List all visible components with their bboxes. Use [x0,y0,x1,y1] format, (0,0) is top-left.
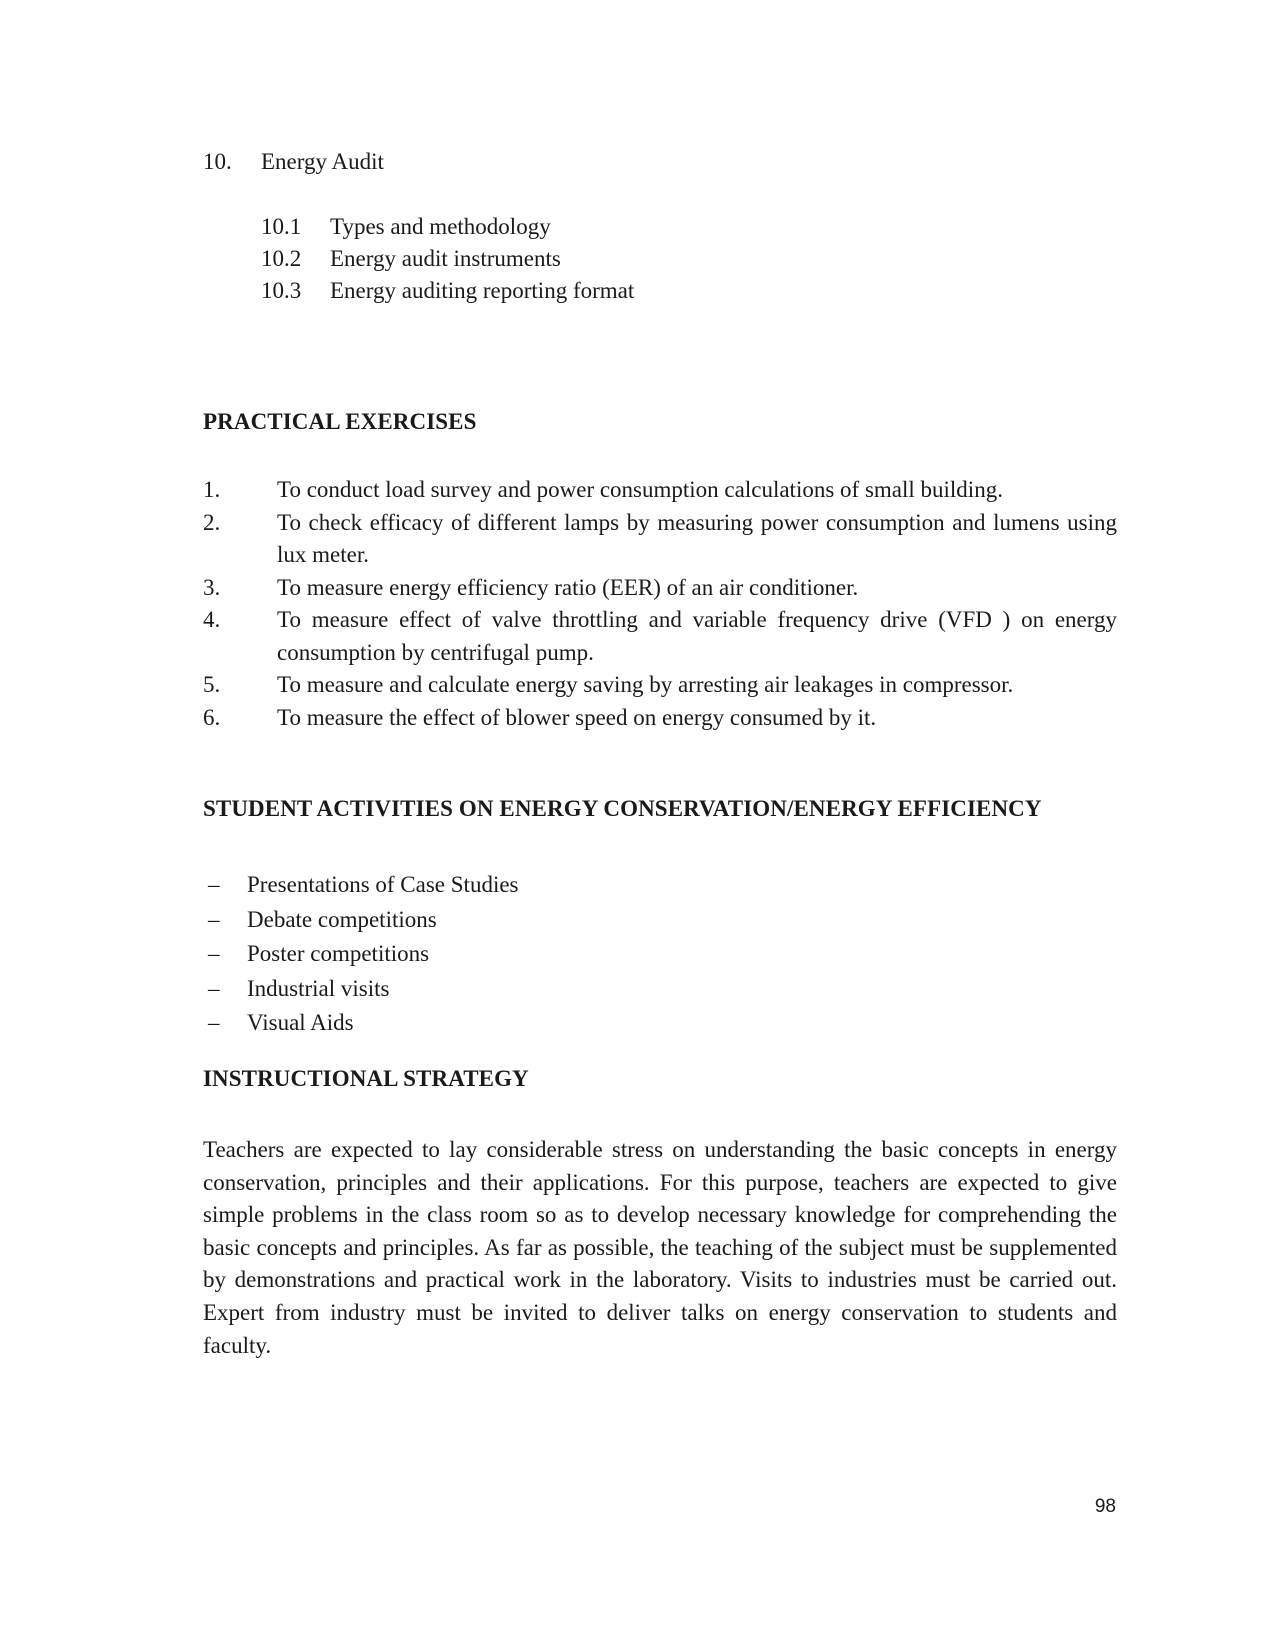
exercise-number: 4. [203,607,221,632]
subsection-label: Energy auditing reporting format [330,278,635,303]
practical-exercises-list [203,474,1117,734]
section-number: 10. [203,149,232,174]
subsection-label: Energy audit instruments [330,246,561,271]
exercise-number: 6. [203,704,221,730]
subsection-number: 10.1 [261,214,302,239]
subsection-item [261,275,861,307]
subsection-item [261,211,861,243]
activity-label: Visual Aids [247,1010,354,1035]
activity-label: Debate competitions [247,906,437,932]
activity-label: Presentations of Case Studies [247,872,519,897]
exercise-item [203,572,1117,605]
bullet-dash: – [208,906,220,932]
subsection-label: Types and methodology [330,214,551,239]
activity-item [208,1006,908,1041]
section-title: Energy Audit [261,149,384,174]
activity-item [208,972,908,1007]
exercise-text: To conduct load survey and power consumption calculations of small building. [277,477,1003,502]
exercise-item [203,474,1117,507]
bullet-dash: – [208,941,220,966]
student-activities-list [208,868,908,1041]
exercise-text: To measure effect of valve throttling and variable frequency drive (VFD ) on energy consumption by centrifugal pump. [277,607,1117,665]
instructional-strategy-heading: INSTRUCTIONAL STRATEGY [203,1066,529,1091]
activity-label: Industrial visits [247,975,390,1001]
subsection-item [261,243,861,275]
exercise-item [203,669,1117,702]
subsection-number: 10.2 [261,246,302,271]
subsection-number: 10.3 [261,278,302,303]
exercise-item [203,604,1117,669]
instructional-strategy-paragraph: Teachers are expected to lay considerable stress on understanding the basic concepts in energy conservation, principles and their applications. For this purpose, teachers are expected to give simple problems in the class room so as to develop necessary knowledge for comprehending the basic concepts and principles. As far as possible, the teaching of the subject must be supplemented by demonstrations and practical work in the laboratory. Visits to industries must be carried out. Expert from industry must be invited to deliver talks on energy conservation to students and faculty. [203,1137,1117,1358]
exercise-text: To measure the effect of blower speed on energy consumed by it. [277,704,877,730]
exercise-number: 5. [203,672,221,697]
exercise-item [203,507,1117,572]
exercise-number: 3. [203,574,221,600]
exercise-text: To measure and calculate energy saving by arresting air leakages in compressor. [277,672,1014,697]
activity-label: Poster competitions [247,941,430,966]
exercise-number: 2. [203,509,221,535]
bullet-dash: – [208,1010,220,1035]
exercise-item [203,702,1117,735]
exercise-number: 1. [203,477,221,502]
bullet-dash: – [208,872,220,897]
student-activities-heading: STUDENT ACTIVITIES ON ENERGY CONSERVATION/ENERGY EFFICIENCY [203,796,1042,821]
exercise-text: To check efficacy of different lamps by measuring power consumption and lumens using lux meter. [277,509,1117,567]
activity-item [208,868,908,903]
activity-item [208,903,908,938]
page-number: 98 [1094,1496,1116,1517]
activity-item [208,937,908,972]
exercise-text: To measure energy efficiency ratio (EER) of an air conditioner. [277,574,859,600]
practical-exercises-heading: PRACTICAL EXERCISES [203,409,477,434]
bullet-dash: – [208,975,220,1001]
